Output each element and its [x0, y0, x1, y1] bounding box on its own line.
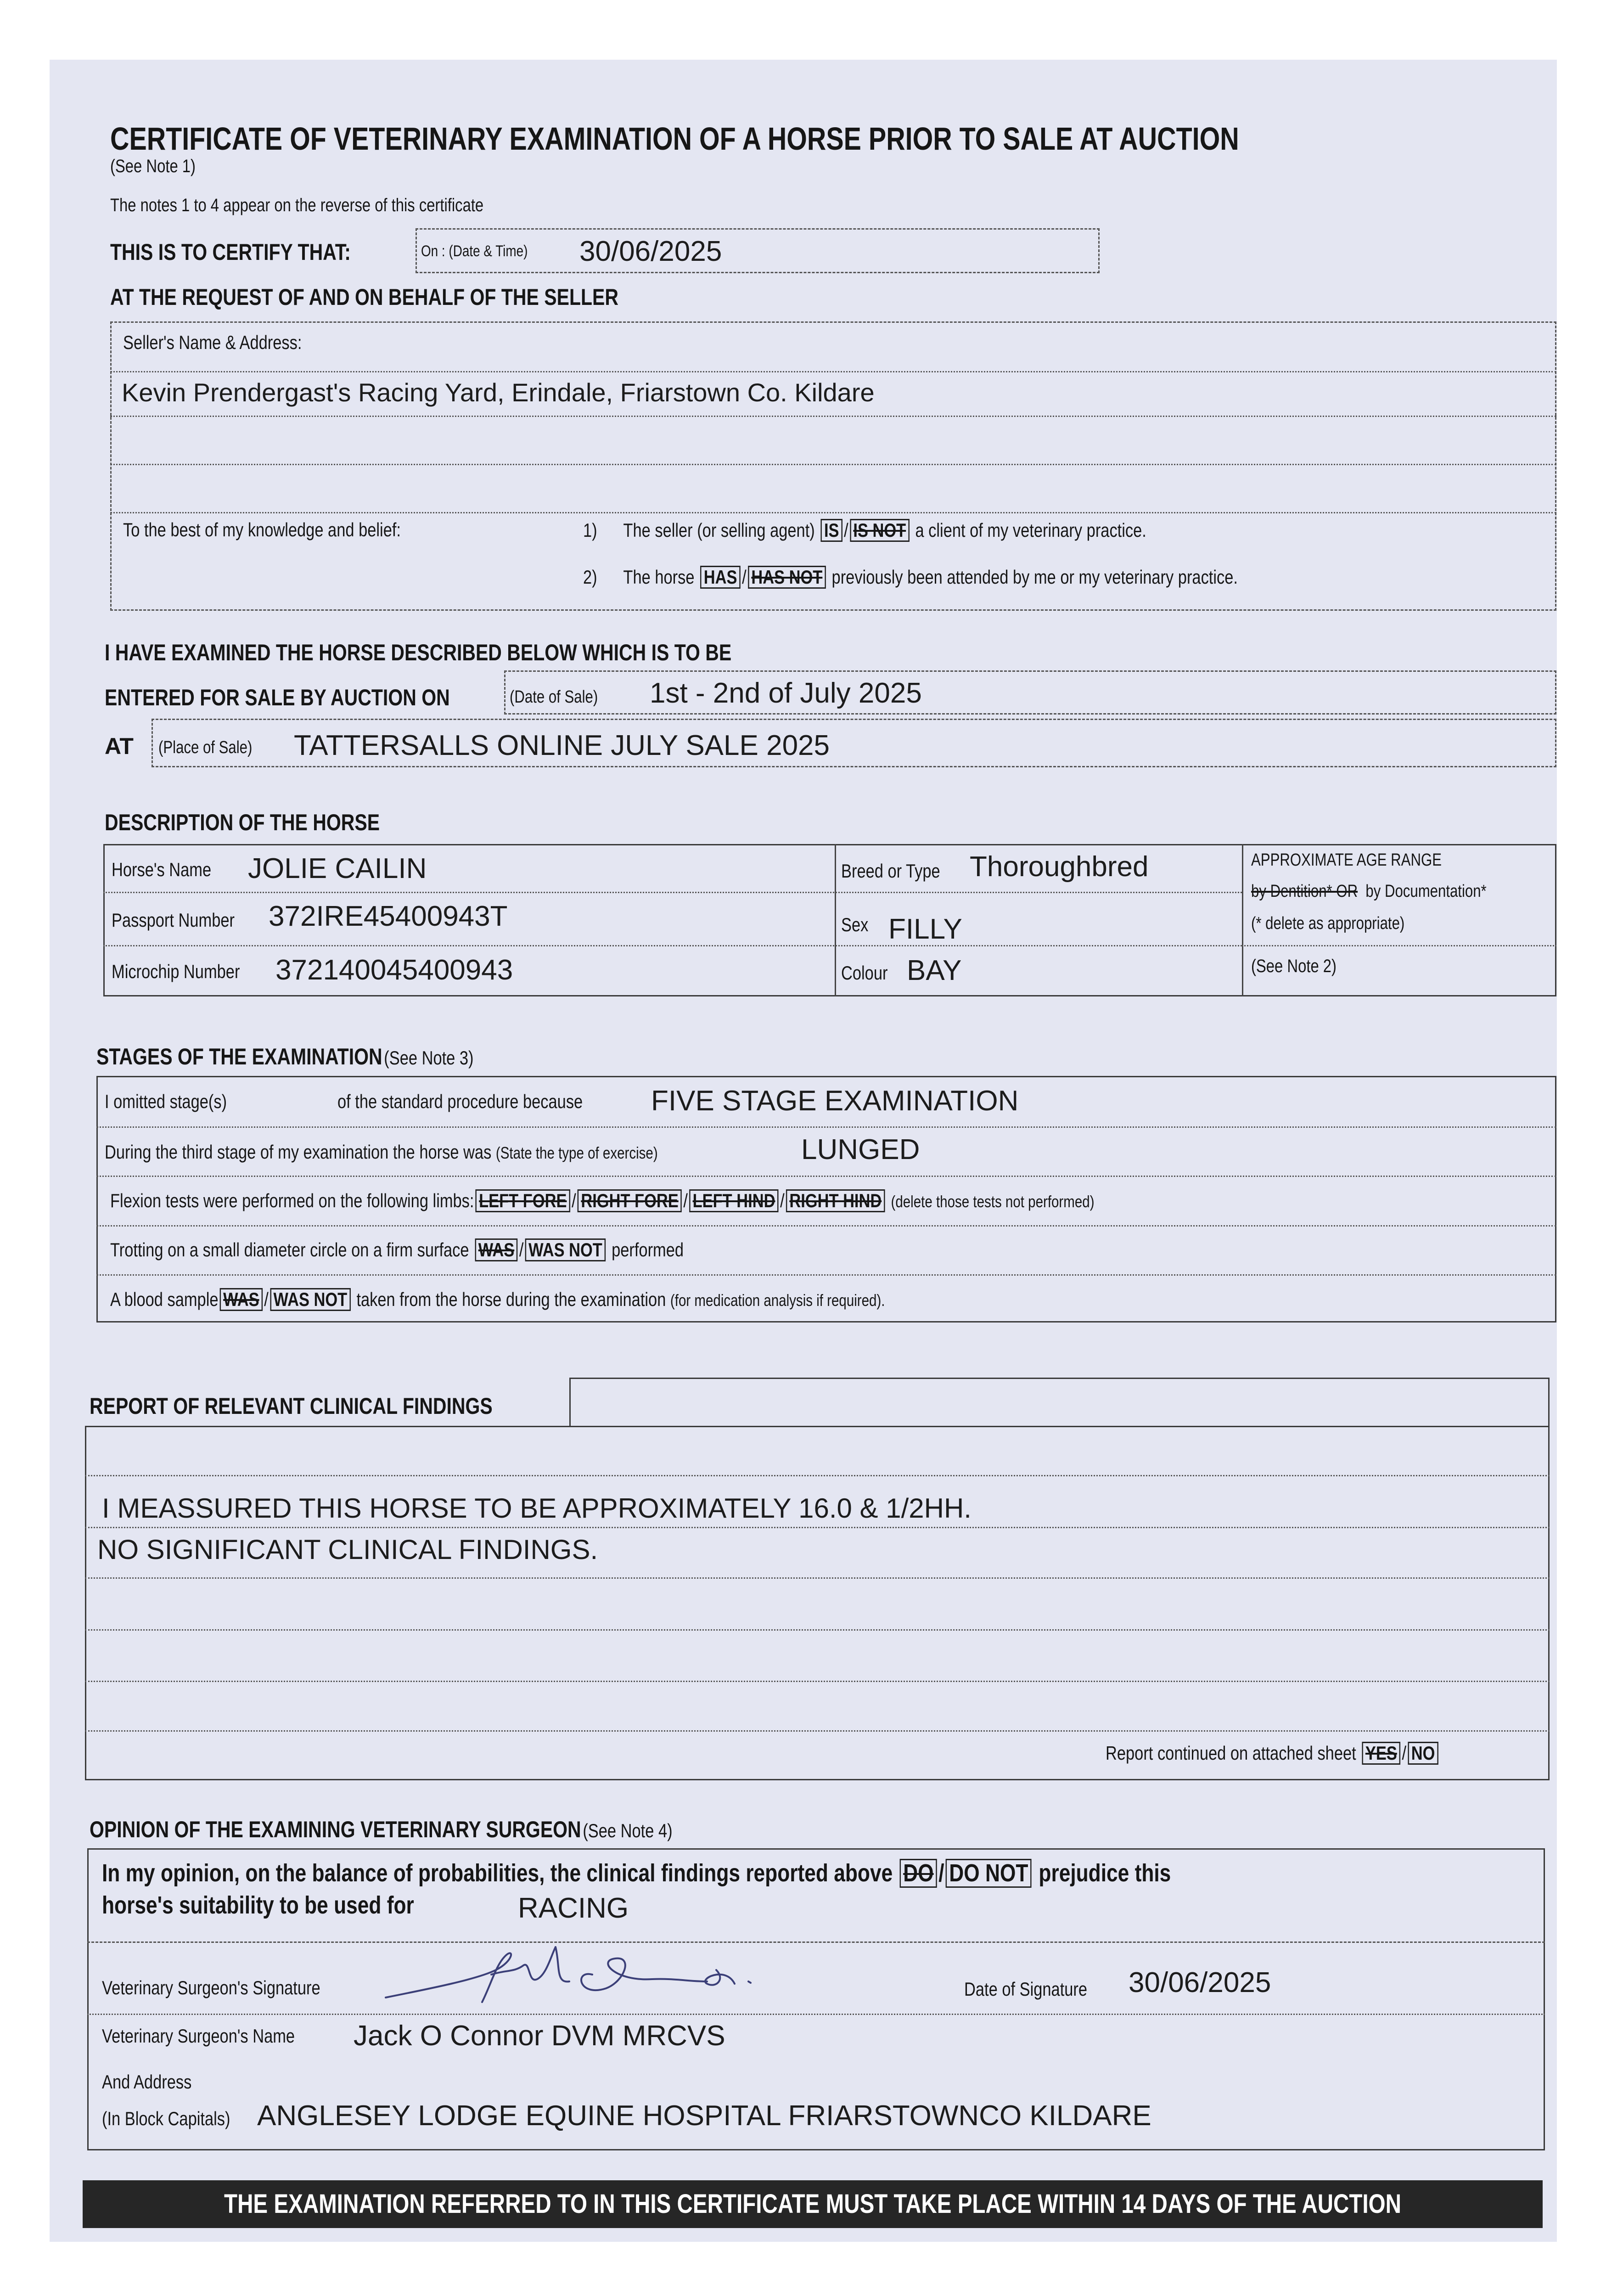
colour-value: BAY — [907, 955, 962, 986]
certificate-title: CERTIFICATE OF VETERINARY EXAMINATION OF A HORSE PRIOR TO SALE AT AUCTION — [110, 121, 1239, 157]
footer-banner — [83, 2180, 1543, 2228]
horse-name-value: JOLIE CAILIN — [248, 853, 427, 884]
seller-address-1: Kevin Prendergast's Racing Yard, Erindale, Friarstown Co. Kildare — [122, 378, 875, 407]
report-continued: Report continued on attached sheet YES / NO — [1106, 1742, 1513, 1765]
signature-label: Veterinary Surgeon's Signature — [102, 1977, 320, 1998]
right-fore-option: RIGHT FORE — [578, 1189, 682, 1212]
request-label: AT THE REQUEST OF AND ON BEHALF OF THE SELLER — [110, 284, 618, 310]
seller-line — [110, 416, 1556, 417]
is-not-option: IS NOT — [850, 519, 910, 542]
table-row-divider — [103, 945, 1242, 946]
suitability-label: horse's suitability to be used for — [102, 1891, 414, 1919]
blood-was-not-option: WAS NOT — [270, 1288, 350, 1311]
omitted-label: I omitted stage(s) — [105, 1091, 227, 1112]
stages-row-divider — [96, 1274, 1556, 1276]
report-box — [85, 1426, 1550, 1780]
block-capitals-label: (In Block Capitals) — [102, 2108, 230, 2129]
continued-yes-option: YES — [1362, 1742, 1401, 1765]
continued-no-option: NO — [1408, 1742, 1438, 1765]
passport-label: Passport Number — [112, 909, 235, 931]
table-divider — [1242, 844, 1243, 996]
colour-label: Colour — [841, 962, 888, 984]
stages-row-divider — [96, 1225, 1556, 1227]
table-divider — [835, 844, 836, 996]
vet-name-label: Veterinary Surgeon's Name — [102, 2025, 295, 2047]
breed-label: Breed or Type — [841, 860, 940, 882]
sale-date-value: 1st - 2nd of July 2025 — [650, 677, 922, 709]
date-signature-value: 30/06/2025 — [1129, 1967, 1271, 1998]
do-option: DO — [900, 1859, 937, 1888]
report-title-box — [569, 1378, 1550, 1426]
date-signature-label: Date of Signature — [964, 1978, 1088, 2000]
stages-row-divider — [96, 1126, 1556, 1128]
report-line — [85, 1629, 1550, 1631]
microchip-label: Microchip Number — [112, 961, 240, 982]
breed-value: Thoroughbred — [970, 851, 1149, 883]
stages-section-title: STAGES OF THE EXAMINATION (See Note 3) — [96, 1044, 474, 1069]
age-see-note: (See Note 2) — [1251, 956, 1337, 976]
omitted-value: FIVE STAGE EXAMINATION — [651, 1085, 1019, 1117]
notes-line: The notes 1 to 4 appear on the reverse of this certificate — [110, 195, 484, 215]
left-hind-option: LEFT HIND — [689, 1189, 779, 1212]
knowledge-label: To the best of my knowledge and belief: — [123, 519, 401, 540]
at-label: AT — [105, 733, 134, 759]
report-line — [85, 1475, 1550, 1476]
report-line — [85, 1527, 1550, 1528]
age-delete-note: (* delete as appropriate) — [1251, 914, 1405, 933]
place-of-sale-label: (Place of Sale) — [158, 738, 253, 757]
table-row-divider — [1242, 945, 1556, 946]
is-option: IS — [821, 519, 842, 542]
suitability-value: RACING — [518, 1892, 629, 1924]
address-label: And Address — [102, 2071, 192, 2093]
seller-label: Seller's Name & Address: — [123, 332, 302, 353]
exam-date-value: 30/06/2025 — [579, 236, 722, 267]
vet-name-value: Jack O Connor DVM MRCVS — [354, 2020, 725, 2052]
report-line — [85, 1730, 1550, 1732]
horse-name-label: Horse's Name — [112, 859, 212, 880]
by-documentation-option: by Documentation* — [1365, 882, 1487, 901]
blood-sample: A blood sample WAS / WAS NOT taken from the horse during the examination (for medication analysis if required). — [110, 1288, 1055, 1311]
examined-label: I HAVE EXAMINED THE HORSE DESCRIBED BELOW WHICH IS TO BE — [105, 640, 732, 665]
left-fore-option: LEFT FORE — [476, 1189, 570, 1212]
third-stage-value: LUNGED — [801, 1134, 920, 1165]
table-row-divider — [103, 892, 1242, 893]
microchip-value: 372140045400943 — [275, 954, 513, 986]
opinion-statement: In my opinion, on the balance of probabilities, the clinical findings reported above DO / DO NOT prejudice this — [102, 1859, 1171, 1887]
vet-address-value: ANGLESEY LODGE EQUINE HOSPITAL FRIARSTOWNCO KILDARE — [257, 2100, 1151, 2132]
opinion-section-title: OPINION OF THE EXAMINING VETERINARY SURGEON (See Note 4) — [90, 1817, 673, 1842]
entered-label: ENTERED FOR SALE BY AUCTION ON — [105, 685, 450, 710]
vet-signature — [376, 1938, 826, 2011]
opinion-divider — [87, 2014, 1545, 2015]
trotting-test: Trotting on a small diameter circle on a firm surface WAS / WAS NOT performed — [110, 1238, 809, 1261]
trot-was-not-option: WAS NOT — [525, 1238, 606, 1261]
see-note-1: (See Note 1) — [110, 156, 196, 176]
age-range-title: APPROXIMATE AGE RANGE — [1251, 850, 1442, 870]
on-label: On : (Date & Time) — [421, 242, 528, 260]
footer-text: THE EXAMINATION REFERRED TO IN THIS CERTIFICATE MUST TAKE PLACE WITHIN 14 DAYS OF THE AUCTION — [224, 2189, 1401, 2219]
report-line — [85, 1577, 1550, 1579]
age-range-options — [1251, 882, 1538, 901]
seller-client-statement: 1) The seller (or selling agent) IS / IS NOT a client of my veterinary practice. — [583, 519, 1270, 542]
stages-row-divider — [96, 1176, 1556, 1177]
report-line-2: NO SIGNIFICANT CLINICAL FINDINGS. — [97, 1534, 598, 1565]
seller-line — [110, 512, 1556, 513]
right-hind-option: RIGHT HIND — [786, 1189, 885, 1212]
by-dentition-option: by Dentition* OR — [1251, 882, 1358, 901]
certify-label: THIS IS TO CERTIFY THAT: — [110, 239, 351, 265]
seller-line — [110, 371, 1556, 372]
has-not-option: HAS NOT — [748, 566, 826, 589]
date-of-sale-label: (Date of Sale) — [510, 687, 598, 707]
horse-section-title: DESCRIPTION OF THE HORSE — [105, 810, 380, 835]
horse-attended-statement: 2) The horse HAS / HAS NOT previously been attended by me or my veterinary practice. — [583, 566, 1382, 589]
report-line-1: I MEASSURED THIS HORSE TO BE APPROXIMATELY 16.0 & 1/2HH. — [102, 1493, 972, 1524]
sex-label: Sex — [841, 914, 869, 935]
seller-line — [110, 464, 1556, 465]
trot-was-option: WAS — [475, 1238, 517, 1261]
has-option: HAS — [700, 566, 740, 589]
omitted-mid: of the standard procedure because — [337, 1091, 583, 1112]
sale-place-value: TATTERSALLS ONLINE JULY SALE 2025 — [294, 730, 830, 761]
flexion-tests: Flexion tests were performed on the following limbs: LEFT FORE / RIGHT FORE / LEFT HIND / RIGHT HIND (delete those tests not performed) — [110, 1189, 1310, 1212]
third-stage-label: During the third stage of my examination the horse was (State the type of exercise) — [105, 1141, 658, 1163]
passport-value: 372IRE45400943T — [269, 900, 508, 932]
blood-was-option: WAS — [220, 1288, 263, 1311]
report-section-title: REPORT OF RELEVANT CLINICAL FINDINGS — [90, 1393, 493, 1419]
do-not-option: DO NOT — [946, 1859, 1032, 1888]
sex-value: FILLY — [888, 913, 962, 945]
report-line — [85, 1681, 1550, 1682]
